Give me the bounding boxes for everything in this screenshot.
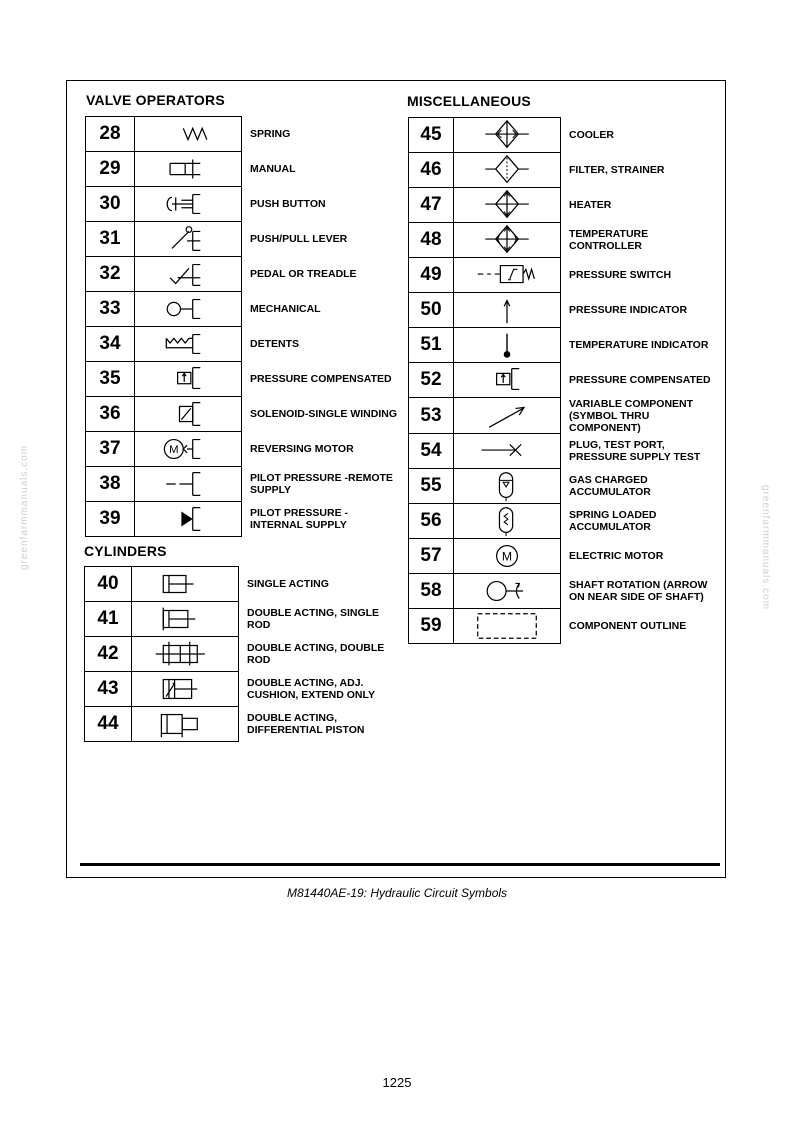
electric-motor-icon	[454, 539, 560, 573]
valve-operator-row-28	[86, 117, 401, 152]
symbol-label: SHAFT ROTATION (ARROW ON NEAR SIDE OF SHAFT)	[569, 579, 708, 603]
symbol-cell	[454, 328, 561, 363]
detents-icon	[135, 327, 241, 361]
symbol-cell	[135, 292, 242, 327]
symbol-number: 28	[86, 117, 135, 152]
symbol-label: TEMPERATURE CONTROLLER	[569, 228, 649, 252]
symbol-cell	[132, 567, 239, 602]
symbol-number: 33	[86, 292, 135, 327]
valve-operator-row-39	[86, 502, 401, 537]
svg-text:M: M	[169, 443, 179, 456]
double-acting-double-rod-icon	[132, 637, 238, 671]
pedal-icon	[135, 257, 241, 291]
symbol-cell	[454, 118, 561, 153]
pilot-internal-icon	[135, 502, 241, 536]
valve-operator-row-33	[86, 292, 401, 327]
pilot-remote-icon	[135, 467, 241, 501]
symbol-cell	[454, 258, 561, 293]
valve-operator-row-38	[86, 467, 401, 502]
symbol-label: ELECTRIC MOTOR	[569, 550, 664, 562]
misc-row-59	[409, 609, 720, 644]
misc-row-51	[409, 328, 720, 363]
symbol-label: SINGLE ACTING	[247, 578, 329, 590]
symbol-label: COMPONENT OUTLINE	[569, 620, 687, 632]
single-acting-cylinder-icon	[132, 567, 238, 601]
component-outline-icon	[454, 609, 560, 643]
gas-accumulator-icon	[454, 469, 560, 503]
symbol-cell	[454, 539, 561, 574]
section-title-valve-operators: VALVE OPERATORS	[86, 92, 225, 108]
symbol-number: 46	[409, 153, 454, 188]
symbol-label: PRESSURE SWITCH	[569, 269, 672, 281]
symbol-number: 31	[86, 222, 135, 257]
symbol-number: 56	[409, 504, 454, 539]
symbol-label: PRESSURE COMPENSATED	[250, 373, 392, 385]
valve-operator-row-29	[86, 152, 401, 187]
symbol-number: 30	[86, 187, 135, 222]
symbol-number: 45	[409, 118, 454, 153]
symbol-number: 58	[409, 574, 454, 609]
symbol-number: 49	[409, 258, 454, 293]
symbol-label: PUSH/PULL LEVER	[250, 233, 348, 245]
valve-operator-row-32	[86, 257, 401, 292]
symbol-cell	[454, 293, 561, 328]
manual-icon	[135, 152, 241, 186]
symbol-number: 50	[409, 293, 454, 328]
symbol-cell	[135, 502, 242, 537]
cooler-icon	[454, 118, 560, 152]
symbol-cell	[135, 187, 242, 222]
misc-row-53	[409, 398, 720, 434]
misc-row-50	[409, 293, 720, 328]
symbol-label: PEDAL OR TREADLE	[250, 268, 357, 280]
reversing-motor-icon	[135, 432, 241, 466]
symbol-number: 29	[86, 152, 135, 187]
solenoid-icon	[135, 397, 241, 431]
double-acting-single-rod-icon	[132, 602, 238, 636]
symbol-label: PRESSURE COMPENSATED	[569, 374, 711, 386]
symbol-cell	[454, 363, 561, 398]
symbol-number: 54	[409, 434, 454, 469]
pressure-switch-icon	[454, 258, 560, 292]
section-title-miscellaneous: MISCELLANEOUS	[407, 93, 531, 109]
cylinders-table	[84, 566, 398, 742]
watermark-right: greenfarmmanuals.com	[760, 485, 771, 611]
symbol-cell	[454, 188, 561, 223]
symbol-label: TEMPERATURE INDICATOR	[569, 339, 709, 351]
symbol-number: 44	[85, 707, 132, 742]
symbol-label: VARIABLE COMPONENT (SYMBOL THRU COMPONENT)	[569, 397, 694, 434]
cylinder-row-43	[85, 672, 398, 707]
symbol-label: DOUBLE ACTING, ADJ. CUSHION, EXTEND ONLY	[247, 677, 375, 701]
symbol-label: PILOT PRESSURE -INTERNAL SUPPLY	[250, 507, 349, 531]
miscellaneous-table	[408, 117, 720, 644]
symbol-number: 32	[86, 257, 135, 292]
symbol-cell	[135, 257, 242, 292]
valve-operator-row-37	[86, 432, 401, 467]
mechanical-icon	[135, 292, 241, 326]
misc-row-55	[409, 469, 720, 504]
spring-icon	[135, 117, 241, 151]
symbol-cell	[135, 117, 242, 152]
symbol-number: 38	[86, 467, 135, 502]
valve-operator-row-30	[86, 187, 401, 222]
symbol-label: HEATER	[569, 199, 612, 211]
misc-row-57	[409, 539, 720, 574]
symbol-cell	[135, 362, 242, 397]
symbol-number: 34	[86, 327, 135, 362]
push-button-icon	[135, 187, 241, 221]
symbol-label: PUSH BUTTON	[250, 198, 326, 210]
symbol-cell	[135, 432, 242, 467]
filter-icon	[454, 153, 560, 187]
symbol-label: FILTER, STRAINER	[569, 164, 665, 176]
symbol-number: 47	[409, 188, 454, 223]
symbol-label: DOUBLE ACTING, SINGLE ROD	[247, 607, 380, 631]
symbol-number: 52	[409, 363, 454, 398]
symbol-number: 40	[85, 567, 132, 602]
symbol-cell	[454, 504, 561, 539]
symbol-number: 53	[409, 398, 454, 434]
section-title-cylinders: CYLINDERS	[84, 543, 167, 559]
cylinder-row-44	[85, 707, 398, 742]
symbol-cell	[132, 672, 239, 707]
spring-accumulator-icon	[454, 504, 560, 538]
symbol-cell	[454, 574, 561, 609]
symbol-label: MECHANICAL	[250, 303, 321, 315]
symbol-label: PILOT PRESSURE -REMOTE SUPPLY	[250, 472, 393, 496]
symbol-label: DOUBLE ACTING, DOUBLE ROD	[247, 642, 385, 666]
symbol-label: COOLER	[569, 129, 614, 141]
symbol-label: DETENTS	[250, 338, 300, 350]
symbol-number: 48	[409, 223, 454, 258]
symbol-label: DOUBLE ACTING, DIFFERENTIAL PISTON	[247, 712, 365, 736]
misc-row-49	[409, 258, 720, 293]
symbol-label: SPRING LOADED ACCUMULATOR	[569, 509, 657, 533]
symbol-number: 55	[409, 469, 454, 504]
cylinder-row-40	[85, 567, 398, 602]
figure-bottom-rule	[80, 863, 720, 866]
svg-text:M: M	[501, 549, 513, 564]
symbol-cell	[135, 152, 242, 187]
valve-operator-row-31	[86, 222, 401, 257]
symbol-cell	[454, 434, 561, 469]
pressure-compensated-icon	[135, 362, 241, 396]
symbol-cell	[454, 609, 561, 644]
heater-icon	[454, 188, 560, 222]
valve-operator-row-35	[86, 362, 401, 397]
pressure-indicator-icon	[454, 293, 560, 327]
symbol-label: MANUAL	[250, 163, 296, 175]
cylinder-row-42	[85, 637, 398, 672]
misc-row-48	[409, 223, 720, 258]
valve-operator-row-34	[86, 327, 401, 362]
misc-row-56	[409, 504, 720, 539]
watermark-left: greenfarmmanuals.com	[19, 444, 30, 570]
symbol-label: PRESSURE INDICATOR	[569, 304, 688, 316]
symbol-number: 51	[409, 328, 454, 363]
shaft-rotation-icon	[454, 574, 560, 608]
symbol-number: 57	[409, 539, 454, 574]
adj-cushion-cylinder-icon	[132, 672, 238, 706]
symbol-label: REVERSING MOTOR	[250, 443, 354, 455]
push-pull-lever-icon	[135, 222, 241, 256]
symbol-cell	[454, 398, 561, 434]
symbol-cell	[132, 637, 239, 672]
symbol-cell	[454, 153, 561, 188]
figure-caption: M81440AE-19: Hydraulic Circuit Symbols	[286, 886, 508, 900]
misc-row-47	[409, 188, 720, 223]
symbol-cell	[132, 707, 239, 742]
symbol-label: SPRING	[250, 128, 291, 140]
symbol-number: 37	[86, 432, 135, 467]
cylinder-row-41	[85, 602, 398, 637]
plug-test-port-icon	[454, 434, 560, 468]
symbol-cell	[135, 467, 242, 502]
symbol-number: 59	[409, 609, 454, 644]
symbol-number: 43	[85, 672, 132, 707]
symbol-cell	[135, 222, 242, 257]
symbol-cell	[135, 397, 242, 432]
symbol-number: 42	[85, 637, 132, 672]
symbol-number: 35	[86, 362, 135, 397]
valve-operators-table	[85, 116, 401, 537]
symbol-number: 39	[86, 502, 135, 537]
symbol-number: 36	[86, 397, 135, 432]
symbol-label: PLUG, TEST PORT, PRESSURE SUPPLY TEST	[569, 439, 701, 463]
misc-row-52	[409, 363, 720, 398]
misc-row-58	[409, 574, 720, 609]
symbol-cell	[135, 327, 242, 362]
variable-component-icon	[454, 399, 560, 433]
symbol-cell	[454, 223, 561, 258]
temperature-indicator-icon	[454, 328, 560, 362]
differential-piston-icon	[132, 707, 238, 741]
symbol-label: GAS CHARGED ACCUMULATOR	[569, 474, 651, 498]
symbol-cell	[454, 469, 561, 504]
pressure-compensated-icon	[454, 363, 560, 397]
misc-row-45	[409, 118, 720, 153]
valve-operator-row-36	[86, 397, 401, 432]
misc-row-54	[409, 434, 720, 469]
page-number: 1225	[382, 1075, 412, 1090]
misc-row-46	[409, 153, 720, 188]
symbol-cell	[132, 602, 239, 637]
symbol-number: 41	[85, 602, 132, 637]
symbol-label: SOLENOID-SINGLE WINDING	[250, 408, 397, 420]
temperature-controller-icon	[454, 223, 560, 257]
